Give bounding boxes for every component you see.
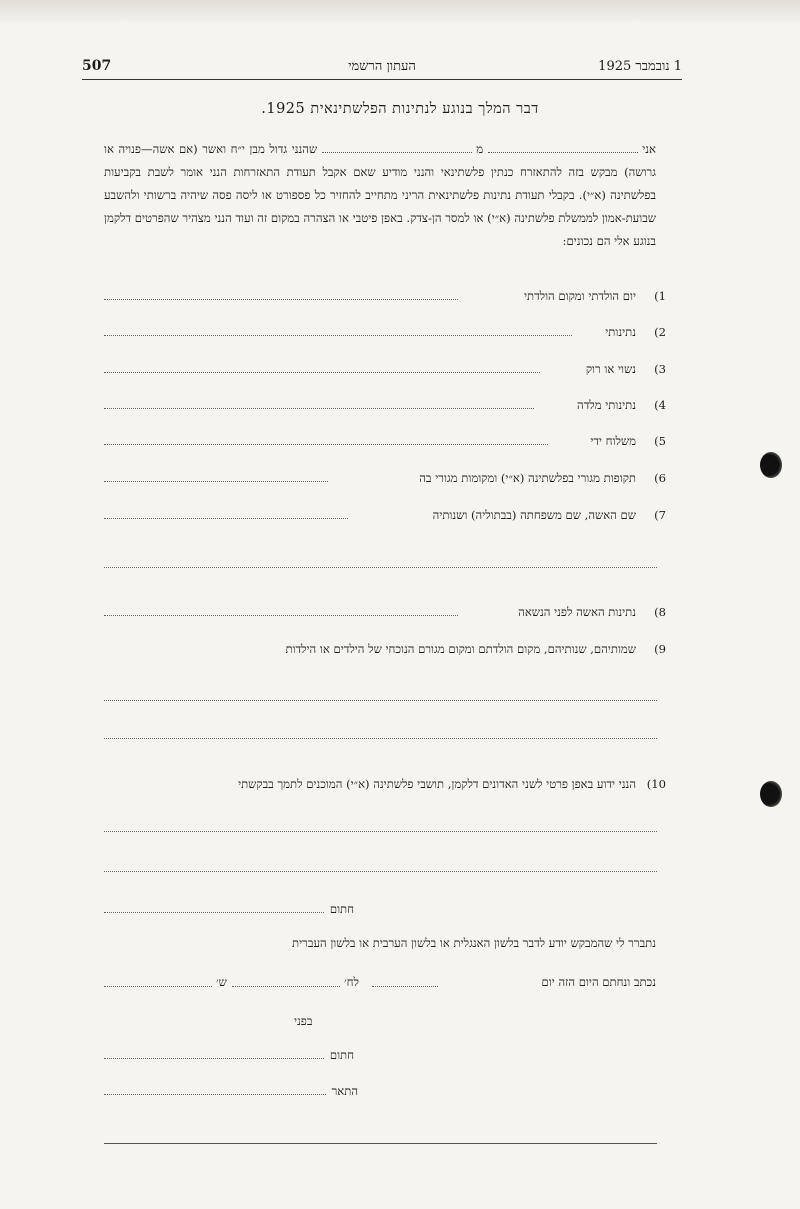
- form-item-birth: [104, 289, 666, 311]
- intro-declaration-body: (אם אשה—פנויה או גרושה) מבקש בזה להתאזרח כנתין פלשתינאי והנני מודיע שאם אקבל תעודת התאזרחות הנני אומר לשבת בקביעות בפלשתינה (א״י). בקבלי תעודת נתינות פלשתינאית הריני מתחייב להחזיר כל פספורט או ליסה פסה שיהיה ברשותי ולהשבע שבועת-אמון לממשלת פלשתינה (א״י) או למסר הן-צדק. באפן פיטבי או הצהרה במקום זה ועוד הנני מצהיר שהפרטים דלקמן בנוגע אלי הם נכונים:: [104, 142, 656, 248]
- punch-hole-upper: [760, 452, 782, 478]
- occupation-fill-line[interactable]: [104, 444, 548, 445]
- punch-hole-lower: [760, 781, 782, 807]
- year-label: ש׳: [216, 975, 227, 989]
- form-item-birth-nationality: [104, 398, 666, 420]
- wife-fill-line-2[interactable]: [104, 567, 657, 568]
- item-label: הנני ידוע באפן פרטי לשני האדונים דלקמן, תושבי פלשתינה (א״י) המוכנים לתמך בבקשתי: [238, 777, 636, 791]
- item-label: שמותיהם, שנותיהם, מקום הולדתם ומקום מגורם הנוכחי של הילדים או הילדות: [285, 642, 636, 656]
- publication-name: העתון הרשמי: [348, 59, 416, 74]
- children-fill-line-2[interactable]: [104, 738, 657, 739]
- references-fill-line-2[interactable]: [104, 871, 657, 872]
- item-number: 2): [654, 325, 666, 339]
- item-number: 6): [654, 471, 666, 485]
- applicant-signature-line[interactable]: [104, 912, 324, 913]
- intro-from: מ: [476, 142, 484, 156]
- item-label: יום הולדתי ומקום הולדתי: [523, 289, 636, 303]
- item-number: 10): [646, 777, 666, 791]
- residence-fill-line[interactable]: [104, 481, 328, 482]
- page-top-edge: [0, 0, 800, 22]
- nationality-fill-line[interactable]: [104, 335, 572, 336]
- page-number: 507: [82, 58, 112, 74]
- item-number: 4): [654, 398, 666, 412]
- form-item-residence: [104, 471, 666, 493]
- birth-nationality-fill-line[interactable]: [104, 408, 534, 409]
- day-fill-line[interactable]: [372, 986, 438, 987]
- intro-i-am: אני: [642, 142, 657, 156]
- issue-date: 1 נובמבר 1925: [598, 59, 682, 74]
- document-title: דבר המלך בנוגע לנתינות הפלשתינאית 1925.: [261, 101, 539, 117]
- marital-fill-line[interactable]: [104, 372, 540, 373]
- form-item-wife-nationality: [104, 605, 666, 627]
- item-label: נתינות האשה לפני הנשאה: [518, 605, 636, 619]
- year-fill-line[interactable]: [104, 986, 212, 987]
- origin-fill-line[interactable]: [322, 141, 472, 153]
- birth-fill-line[interactable]: [104, 299, 458, 300]
- item-number: 9): [654, 642, 666, 656]
- before-label: בפני: [294, 1014, 313, 1028]
- item-number: 1): [654, 289, 666, 303]
- item-number: 7): [654, 508, 666, 522]
- wife-fill-line[interactable]: [104, 518, 348, 519]
- intro-declaration-start: שהנני גדול מבן י״ח ואשר: [202, 142, 318, 156]
- item-label: תקופות מגורי בפלשתינה (א״י) ומקומות מגורי בה: [419, 471, 636, 485]
- item-number: 8): [654, 605, 666, 619]
- applicant-signed-label: חתום: [329, 902, 354, 916]
- item-label: נשוי או רוק: [585, 362, 636, 376]
- item-number: 5): [654, 434, 666, 448]
- official-signature-line[interactable]: [104, 1058, 324, 1059]
- written-label: נכתב ונחתם היום הזה יום: [541, 975, 656, 989]
- form-item-wife: [104, 508, 666, 530]
- name-fill-line[interactable]: [488, 141, 638, 153]
- item-label: שם האשה, שם משפחתה (בבתוליה) ושנותיה: [432, 508, 636, 522]
- wife-nationality-fill-line[interactable]: [104, 615, 458, 616]
- form-item-marital: [104, 362, 666, 384]
- item-number: 3): [654, 362, 666, 376]
- running-header: [82, 58, 682, 78]
- form-item-references: [104, 777, 666, 799]
- form-item-occupation: [104, 434, 666, 456]
- bottom-rule: [104, 1143, 657, 1144]
- title-label: התאר: [331, 1084, 358, 1098]
- form-item-nationality: [104, 325, 666, 347]
- item-label: נתינותי מלדה: [577, 398, 636, 412]
- references-fill-line-1[interactable]: [104, 831, 657, 832]
- official-signed-label: חתום: [329, 1048, 354, 1062]
- form-item-children: [104, 642, 666, 664]
- month-label: לח׳: [344, 975, 359, 989]
- item-label: נתינותי: [605, 325, 636, 339]
- header-rule: [82, 79, 682, 80]
- item-label: משלוח ידי: [590, 434, 636, 448]
- official-title-line[interactable]: [104, 1094, 326, 1095]
- children-fill-line-1[interactable]: [104, 700, 657, 701]
- month-fill-line[interactable]: [232, 986, 340, 987]
- language-statement: נתברר לי שהמבקש יודע לדבר בלשון האנגלית או בלשון הערבית או בלשון העברית: [292, 936, 656, 950]
- intro-paragraph: [104, 138, 656, 253]
